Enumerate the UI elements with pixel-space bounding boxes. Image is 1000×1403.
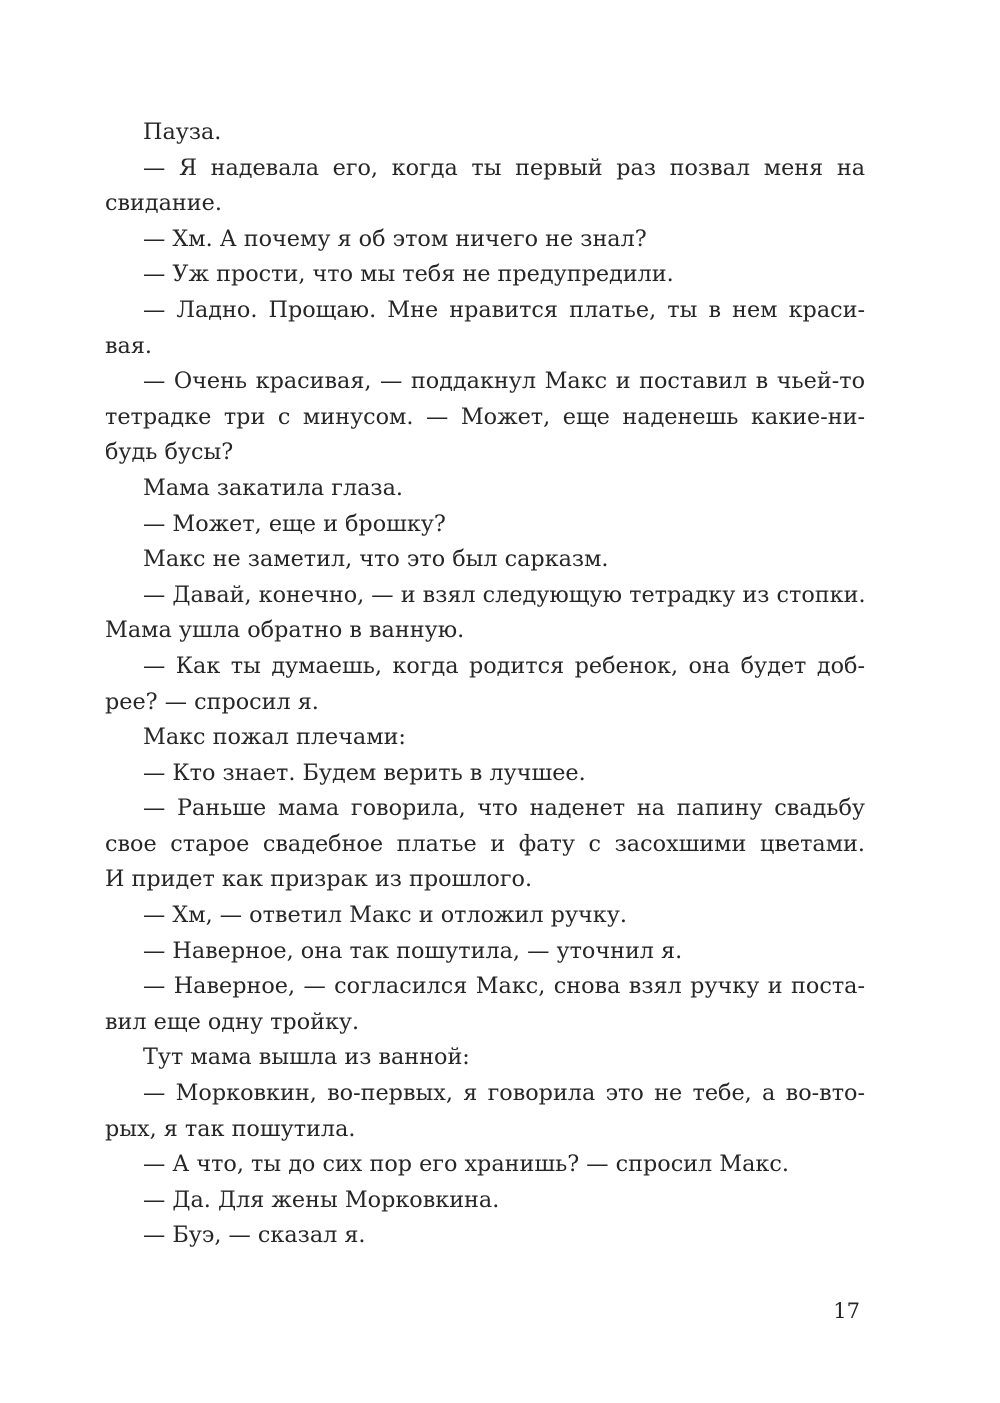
text-line: Пауза. bbox=[143, 119, 222, 145]
text-line: вил еще одну тройку. bbox=[105, 1008, 360, 1035]
text-line: Мама ушла обратно в ванную. bbox=[105, 617, 465, 644]
text-line: Макс не заметил, что это был сарказм. bbox=[143, 546, 609, 573]
text-line: вая. bbox=[105, 332, 152, 359]
text-line: — Да. Для жены Морковкина. bbox=[143, 1186, 500, 1213]
text-line: — Как ты думаешь, когда родится ребенок, она будет доб- bbox=[143, 652, 865, 679]
text-line: Тут мама вышла из ванной: bbox=[143, 1044, 470, 1071]
text-line: — Уж прости, что мы тебя не предупредили. bbox=[143, 261, 674, 288]
text-line: И придет как призрак из прошлого. bbox=[105, 866, 533, 893]
text-line: — Давай, конечно, — и взял следующую тетрадку из стопки. bbox=[143, 581, 866, 608]
text-line: — Хм, — ответил Макс и отложил ручку. bbox=[143, 902, 627, 929]
text-line: — Наверное, — согласился Макс, снова взял ручку и поста- bbox=[143, 973, 865, 1000]
text-line: — А что, ты до сих пор его хранишь? — спросил Макс. bbox=[143, 1151, 789, 1178]
text-line: — Раньше мама говорила, что наденет на папину свадьбу bbox=[143, 795, 865, 822]
text-line: свое старое свадебное платье и фату с засохшими цветами. bbox=[105, 830, 865, 857]
text-line: — Может, еще и брошку? bbox=[143, 510, 446, 537]
text-line: Макс пожал плечами: bbox=[143, 724, 406, 751]
text-line: — Буэ, — сказал я. bbox=[143, 1222, 366, 1249]
text-line: — Ладно. Прощаю. Мне нравится платье, ты в нем краси- bbox=[143, 296, 865, 323]
text-line: рых, я так пошутила. bbox=[105, 1115, 356, 1142]
text-line: будь бусы? bbox=[105, 439, 234, 466]
text-line: свидание. bbox=[105, 190, 222, 217]
text-line: рее? — спросил я. bbox=[105, 688, 319, 715]
text-line: — Морковкин, во-первых, я говорила это не тебе, а во-вто- bbox=[143, 1080, 865, 1107]
text-line: тетрадке три с минусом. — Может, еще наденешь какие-ни- bbox=[105, 403, 865, 430]
text-line: — Кто знает. Будем верить в лучшее. bbox=[143, 759, 586, 786]
page-number: 17 bbox=[833, 1299, 860, 1323]
text-line: — Очень красивая, — поддакнул Макс и поставил в чьей-то bbox=[143, 368, 865, 395]
text-line: — Наверное, она так пошутила, — уточнил я. bbox=[143, 937, 683, 964]
text-line: — Я надевала его, когда ты первый раз позвал меня на bbox=[143, 154, 865, 181]
text-line: Мама закатила глаза. bbox=[143, 474, 403, 501]
body-text bbox=[105, 115, 865, 1254]
text-line: — Хм. А почему я об этом ничего не знал? bbox=[143, 225, 647, 252]
